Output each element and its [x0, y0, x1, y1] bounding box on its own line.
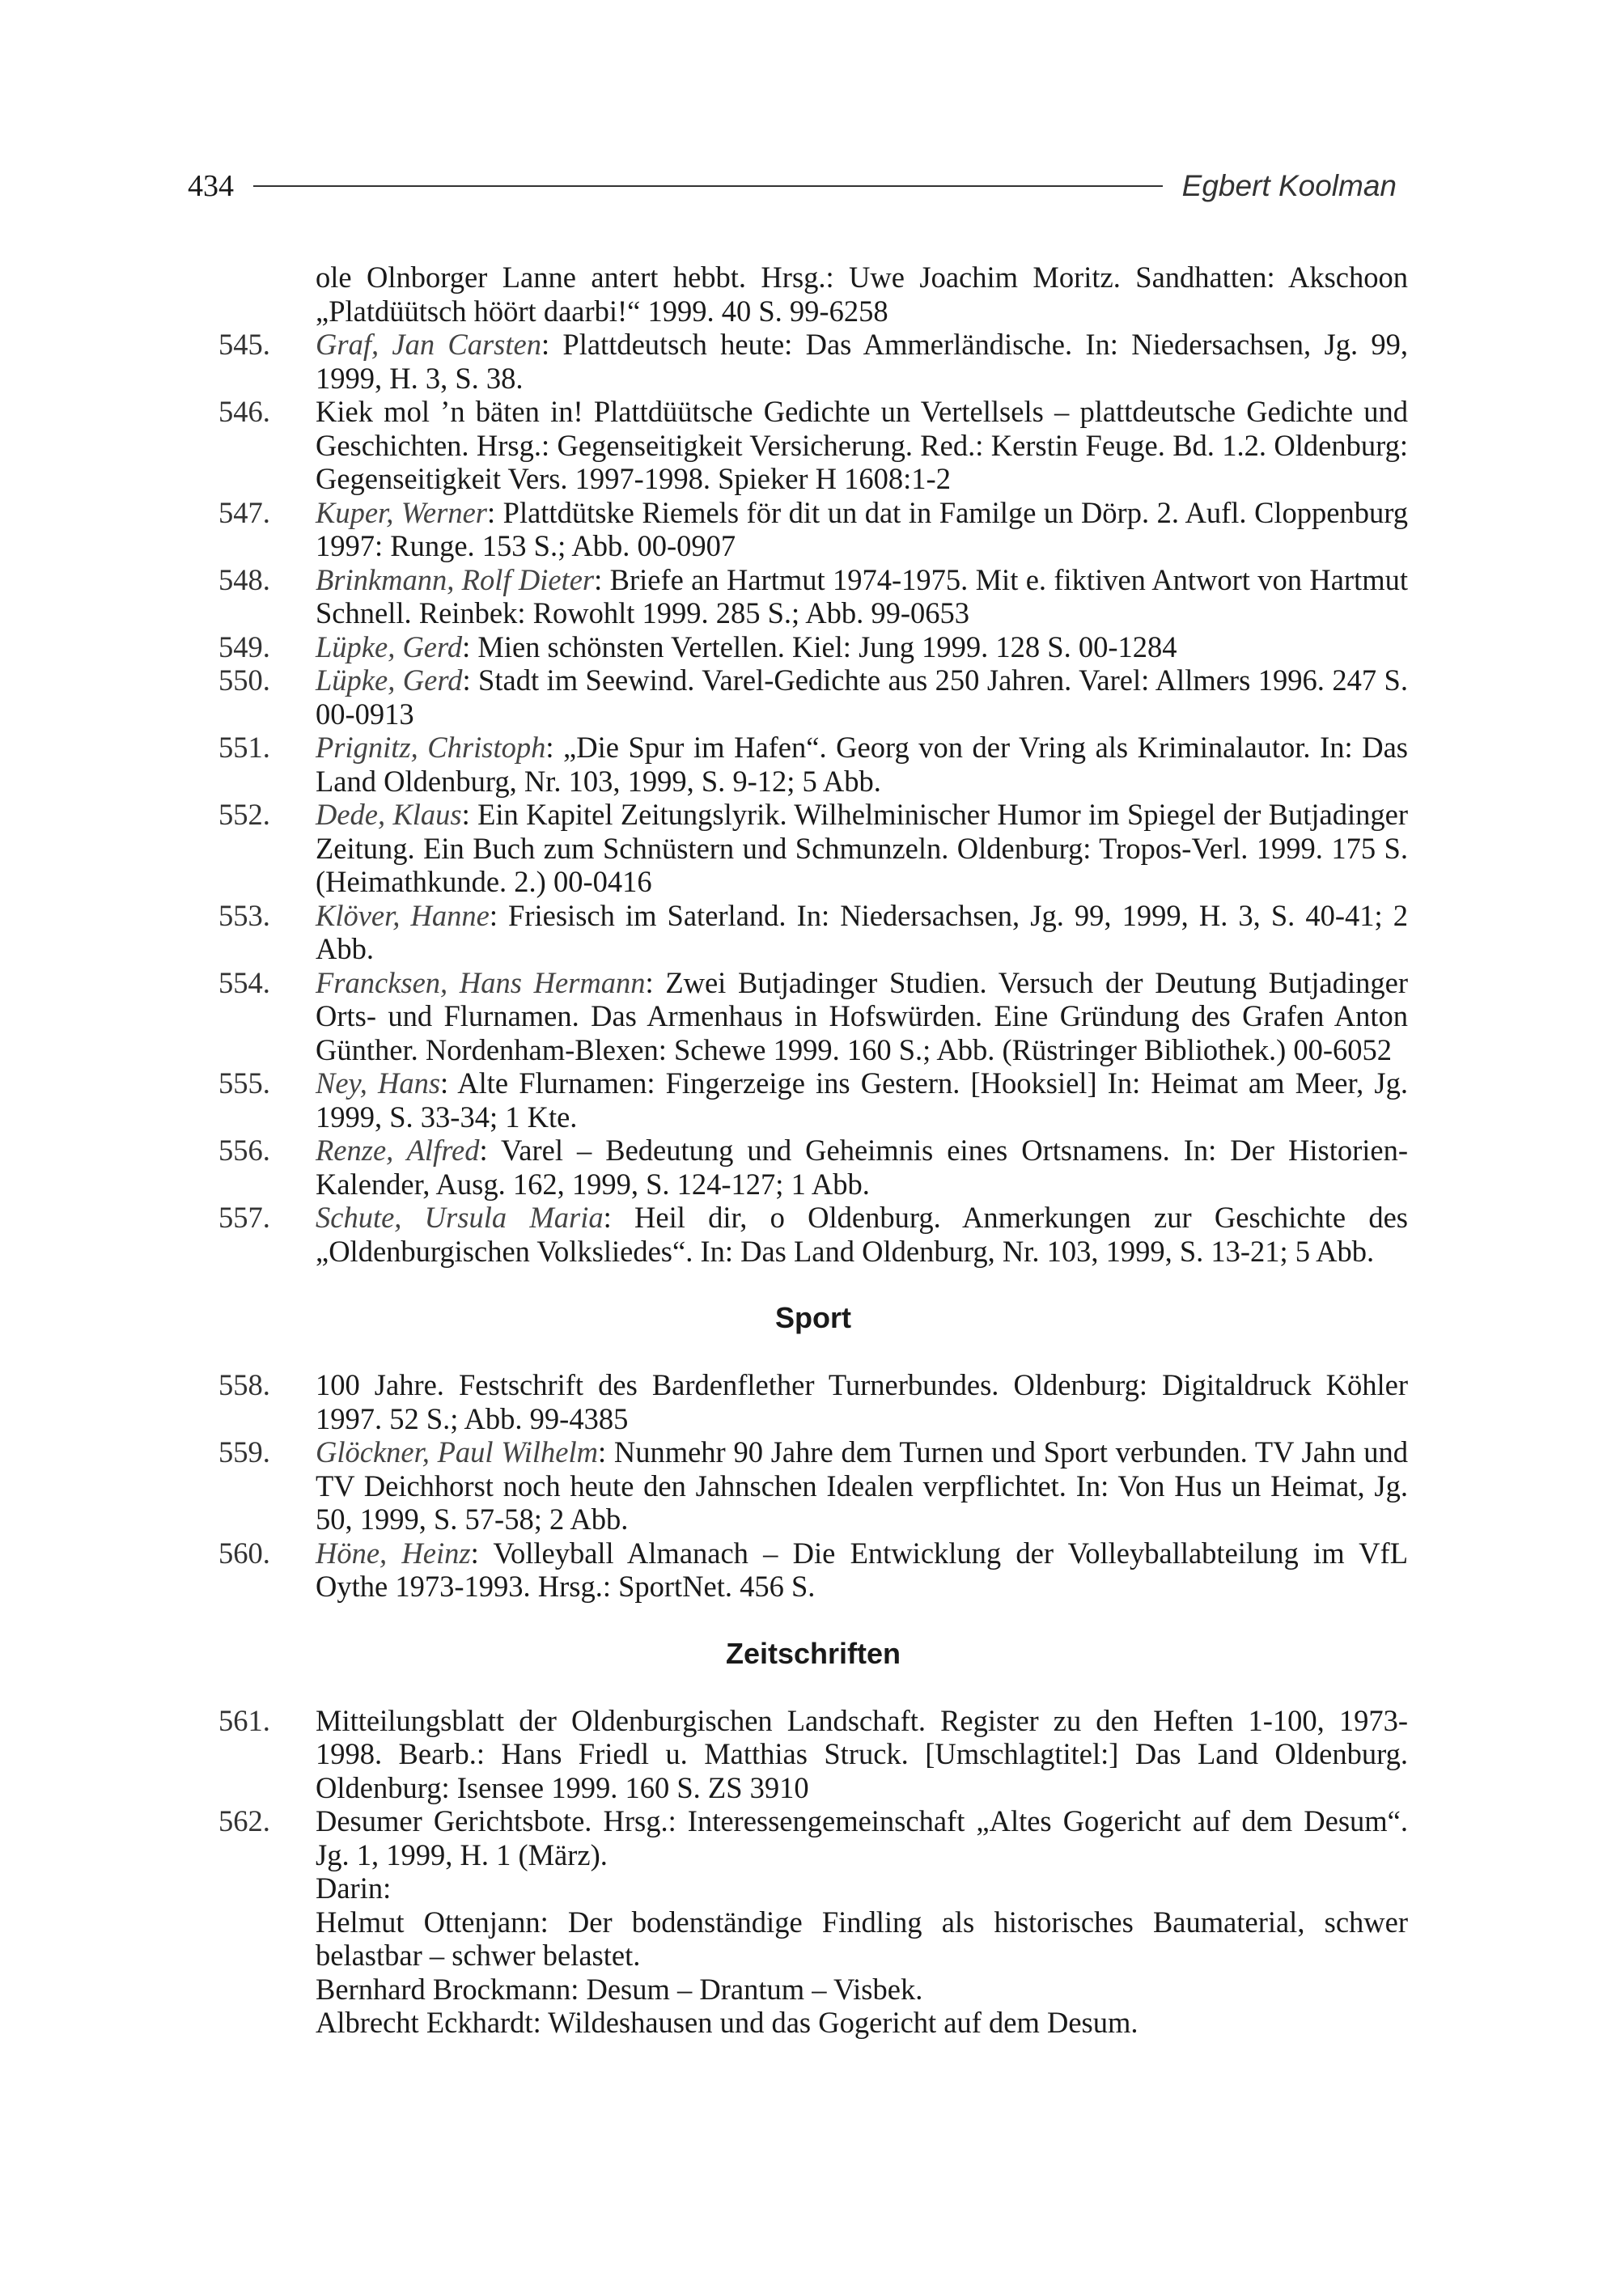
entry-number: 562. — [218, 1804, 270, 1837]
entry-number: 558. — [218, 1368, 270, 1401]
entry-author: Dede, Klaus — [316, 798, 462, 831]
entry-author: Francksen, Hans Hermann — [316, 965, 646, 999]
entry-citation: : Zwei Butjadinger Studien. Versuch der Deutung Butjadinger Orts- und Flurnamen. Das Armenhaus in Hofswürden. Eine Gründung des Grafen Anton Günther. Nordenham-Blexen: Schewe 1999. 160 S.; Abb. (Rüstringer Bibliothek.) 00-6052 — [316, 965, 1408, 1066]
entry-text — [316, 1536, 1408, 1604]
entry-sub-item: Darin: — [316, 1871, 392, 1905]
section-heading-sport: Sport — [775, 1301, 851, 1334]
bibliography-entry — [218, 1134, 1408, 1201]
entry-author: Graf, Jan Carsten — [316, 328, 541, 361]
entry-text — [316, 563, 1408, 630]
entry-text — [316, 395, 1408, 496]
entry-citation: : Stadt im Seewind. Varel-Gedichte aus 250 Jahren. Varel: Allmers 1996. 247 S. 00-0913 — [316, 663, 1408, 731]
entry-number: 549. — [218, 629, 270, 663]
page-number: 434 — [188, 169, 234, 203]
entry-citation: : „Die Spur im Hafen“. Georg von der Vring als Kriminalautor. In: Das Land Oldenburg, Nr. 103, 1999, S. 9-12; 5 Abb. — [316, 731, 1408, 798]
entry-text — [316, 630, 1408, 664]
bibliography-entry — [218, 798, 1408, 899]
entry-number: 556. — [218, 1134, 270, 1167]
entry-citation: : Nunmehr 90 Jahre dem Turnen und Sport verbunden. TV Jahn und TV Deichhorst noch heute den Jahnschen Idealen verpflichtet. In: Von Hus un Heimat, Jg. 50, 1999, S. 57-58; 2 Abb. — [316, 1435, 1408, 1536]
entry-citation: : Friesisch im Saterland. In: Niedersachsen, Jg. 99, 1999, H. 3, S. 40-41; 2 Abb. — [316, 898, 1409, 965]
entry-author: Höne, Heinz — [316, 1536, 471, 1570]
bibliography-entry — [218, 395, 1408, 496]
entry-text — [316, 1704, 1408, 1805]
section-heading-zeitschriften: Zeitschriften — [725, 1636, 901, 1670]
entry-author: Kuper, Werner — [316, 495, 487, 529]
entry-number: 546. — [218, 395, 270, 428]
bibliography-entry — [218, 328, 1408, 395]
entry-citation: Kiek mol ’n bäten in! Plattdüütsche Gedichte un Vertellsels – plattdeutsche Gedichte und Geschichten. Hrsg.: Gegenseitigkeit Versicherung. Red.: Kerstin Feuge. Bd. 1.2. Oldenburg: Gegenseitigkeit Vers. 1997-1998. Spieker H 1608:1-2 — [316, 395, 1408, 495]
entry-author: Glöckner, Paul Wilhelm — [316, 1435, 598, 1469]
bibliography-entry — [218, 1435, 1408, 1536]
continued-entry: ole Olnborger Lanne antert hebbt. Hrsg.: Uwe Joachim Moritz. Sandhatten: Akschoon „Platdüütsch höört daarbi!“ 1999. 40 S. 99-6258 — [316, 261, 1408, 328]
entry-author: Lüpke, Gerd — [316, 663, 463, 697]
entry-text — [316, 1134, 1408, 1201]
entry-number: 553. — [218, 898, 270, 932]
entry-text — [316, 798, 1408, 899]
bibliography-entry — [218, 731, 1408, 798]
bibliography-entry — [218, 663, 1408, 731]
entry-author: Ney, Hans — [316, 1066, 441, 1100]
entry-number: 552. — [218, 798, 270, 831]
entry-author: Schute, Ursula Maria — [316, 1201, 604, 1234]
bibliography-entry — [218, 1368, 1408, 1435]
entry-citation: : Plattdütske Riemels för dit un dat in Familge un Dörp. 2. Aufl. Cloppenburg 1997: Runge. 153 S.; Abb. 00-0907 — [316, 495, 1409, 562]
entry-citation: 100 Jahre. Festschrift des Bardenflether Turnerbundes. Oldenburg: Digitaldruck Köhler 1997. 52 S.; Abb. 99-4385 — [316, 1368, 1408, 1435]
running-header — [188, 160, 1397, 212]
entry-citation: Mitteilungsblatt der Oldenburgischen Landschaft. Register zu den Heften 1-100, 1973-1998. Bearb.: Hans Friedl u. Matthias Struck. [Umschlagtitel:] Das Land Oldenburg. Oldenburg: Isensee 1999. 160 S. ZS 3910 — [316, 1703, 1408, 1804]
entry-text — [316, 496, 1408, 563]
entry-number: 554. — [218, 965, 270, 999]
entry-citation: : Alte Flurnamen: Fingerzeige ins Gestern. [Hooksiel] In: Heimat am Meer, Jg. 1999, S. 33-34; 1 Kte. — [316, 1066, 1408, 1134]
entry-list-literature — [218, 328, 1408, 1268]
bibliography-entry — [218, 899, 1408, 966]
entry-text — [316, 966, 1408, 1067]
entry-number: 547. — [218, 495, 270, 529]
entry-citation: : Ein Kapitel Zeitungslyrik. Wilhelminischer Humor im Spiegel der Butjadinger Zeitung. Ein Buch zum Schnüstern und Schmunzeln. Oldenburg: Tropos-Verl. 1999. 175 S. (Heimathkunde. 2.) 00-0416 — [316, 798, 1408, 898]
entry-number: 560. — [218, 1536, 270, 1570]
entry-list-sport — [218, 1368, 1408, 1604]
entry-list-zeitschriften — [218, 1704, 1408, 2040]
entry-sub-item: Bernhard Brockmann: Desum – Drantum – Visbek. — [316, 1972, 923, 2006]
entry-number: 548. — [218, 562, 270, 596]
header-author: Egbert Koolman — [1181, 169, 1397, 202]
entry-number: 561. — [218, 1703, 270, 1737]
header-rule — [253, 185, 1163, 187]
entry-text — [316, 328, 1408, 395]
entry-text — [316, 731, 1408, 798]
bibliography-entry — [218, 1066, 1408, 1134]
entry-text — [316, 1368, 1408, 1435]
entry-author: Lüpke, Gerd — [316, 629, 463, 663]
entry-text — [316, 1066, 1408, 1134]
bibliography-entry — [218, 1804, 1408, 2040]
entry-text — [316, 1804, 1408, 2040]
entry-text — [316, 899, 1408, 966]
entry-number: 557. — [218, 1201, 270, 1234]
bibliography-entry — [218, 1704, 1408, 1805]
entry-sub-item: Helmut Ottenjann: Der bodenständige Findling als historisches Baumaterial, schwer belastbar – schwer belastet. — [316, 1905, 1408, 1972]
entry-citation: : Plattdeutsch heute: Das Ammerländische. In: Niedersachsen, Jg. 99, 1999, H. 3, S. 38. — [316, 328, 1408, 395]
entry-number: 559. — [218, 1435, 270, 1469]
entry-number: 555. — [218, 1066, 270, 1100]
bibliography-entry — [218, 1201, 1408, 1268]
entry-citation: : Heil dir, o Oldenburg. Anmerkungen zur Geschichte des „Oldenburgischen Volksliedes“. In: Das Land Oldenburg, Nr. 103, 1999, S. 13-21; 5 Abb. — [316, 1201, 1408, 1268]
entry-text — [316, 1201, 1408, 1268]
bibliography-entry — [218, 966, 1408, 1067]
entry-text — [316, 1435, 1408, 1536]
entry-author: Renze, Alfred — [316, 1134, 480, 1167]
bibliography-entry — [218, 630, 1408, 664]
entry-citation: : Briefe an Hartmut 1974-1975. Mit e. fiktiven Antwort von Hartmut Schnell. Reinbek: Rowohlt 1999. 285 S.; Abb. 99-0653 — [316, 562, 1409, 629]
entry-citation: Desumer Gerichtsbote. Hrsg.: Interessengemeinschaft „Altes Gogericht auf dem Desum“. Jg. 1, 1999, H. 1 (März). — [316, 1804, 1408, 1871]
entry-number: 551. — [218, 731, 270, 764]
entry-citation: : Mien schönsten Vertellen. Kiel: Jung 1999. 128 S. 00-1284 — [462, 629, 1177, 663]
entry-citation: : Varel – Bedeutung und Geheimnis eines Ortsnamens. In: Der Historien-Kalender, Ausg. 162, 1999, S. 124-127; 1 Abb. — [316, 1134, 1408, 1201]
bibliography-entry — [218, 563, 1408, 630]
bibliography-entry — [218, 1536, 1408, 1604]
entry-author: Prignitz, Christoph — [316, 731, 546, 764]
entry-sub-item: Albrecht Eckhardt: Wildeshausen und das Gogericht auf dem Desum. — [316, 2006, 1138, 2039]
entry-citation: : Volleyball Almanach – Die Entwicklung der Volleyballabteilung im VfL Oythe 1973-1993. Hrsg.: SportNet. 456 S. — [316, 1536, 1408, 1603]
entry-author: Brinkmann, Rolf Dieter — [316, 562, 595, 596]
entry-number: 545. — [218, 328, 270, 361]
bibliography-content — [218, 261, 1408, 2040]
entry-text — [316, 663, 1408, 731]
entry-number: 550. — [218, 663, 270, 697]
entry-author: Klöver, Hanne — [316, 898, 490, 932]
bibliography-entry — [218, 496, 1408, 563]
